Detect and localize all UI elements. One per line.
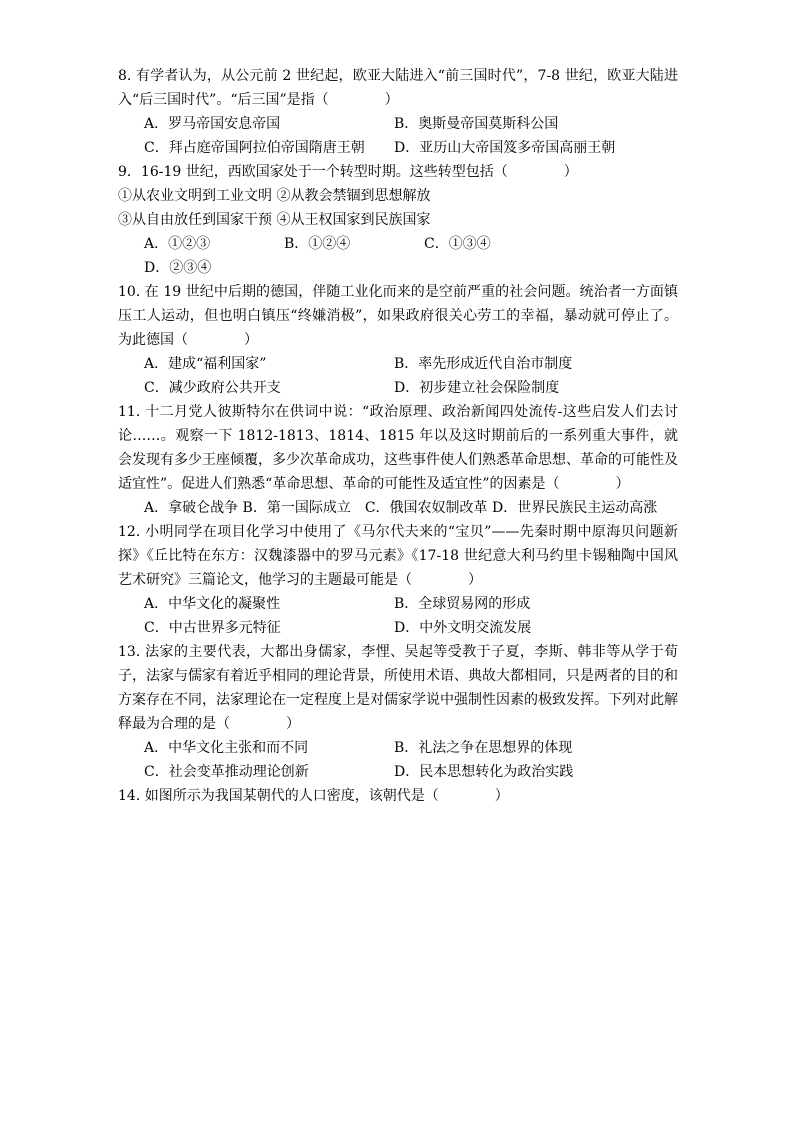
option-c[interactable]: C．中古世界多元特征 [144, 620, 281, 636]
option-c[interactable]: C．①③④ [424, 236, 491, 252]
option-b[interactable]: B．礼法之争在思想界的体现 [394, 740, 573, 756]
option-c[interactable]: C．拜占庭帝国阿拉伯帝国隋唐王朝 [144, 140, 365, 156]
option-a[interactable]: A．中华文化的凝聚性 [144, 596, 281, 612]
options [118, 736, 678, 784]
option-b[interactable]: B．奥斯曼帝国莫斯科公国 [394, 116, 559, 132]
statement-line: ③从自由放任到国家干预 ④从王权国家到民族国家 [118, 212, 431, 228]
option-a[interactable]: A．①②③ [144, 236, 211, 252]
option-d[interactable]: D．亚历山大帝国笈多帝国高丽王朝 [394, 140, 616, 156]
question-stem: 13. 法家的主要代表，大都出身儒家，李悝、吴起等受教于子夏，李斯、韩非等从学于荀子，法家与儒家有着近乎相同的理论背景，所使用术语、典故大都相同，只是两者的目的和方案存在不同，法家理论在一定程度上是对儒家学说中强制性因素的极致发挥。下列对此解释最为合理的是（ ） [118, 644, 678, 732]
exam-page [118, 64, 678, 808]
option-b[interactable]: B．率先形成近代自治市制度 [394, 356, 573, 372]
question-13 [118, 640, 678, 784]
question-stem: 12. 小明同学在项目化学习中使用了《马尔代夫来的“宝贝”——先秦时期中原海贝问题新探》《丘比特在东方：汉魏漆器中的罗马元素》《17-18 世纪意大利马约里卡锡釉陶中国风艺术研究》三篇论文，他学习的主题最可能是（ ） [118, 524, 678, 588]
option-c[interactable]: C．社会变革推动理论创新 [144, 764, 309, 780]
question-12 [118, 520, 678, 640]
question-stem: 10. 在 19 世纪中后期的德国，伴随工业化而来的是空前严重的社会问题。统治者一方面镇压工人运动，但也明白镇压“终嫌消极”，如果政府很关心劳工的幸福，暴动就可停止了。为此德国（ ） [118, 284, 678, 348]
options [118, 352, 678, 400]
option-a[interactable]: A．罗马帝国安息帝国 [144, 116, 281, 132]
question-stem: 8. 有学者认为，从公元前 2 世纪起，欧亚大陆进入“前三国时代”，7-8 世纪，欧亚大陆进入“后三国时代”。“后三国”是指（ ） [118, 68, 678, 108]
question-10 [118, 280, 678, 400]
option-b[interactable]: B．①②④ [284, 236, 351, 252]
options [118, 112, 678, 160]
option-b[interactable]: B．全球贸易网的形成 [394, 596, 531, 612]
question-8 [118, 64, 678, 160]
option-c[interactable]: C．减少政府公共开支 [144, 380, 281, 396]
question-stem: 14. 如图所示为我国某朝代的人口密度，该朝代是（ ） [118, 788, 509, 804]
question-stem: 9．16-19 世纪，西欧国家处于一个转型时期。这些转型包括（ ） [118, 164, 578, 180]
option-d[interactable]: D．②③④ [144, 260, 212, 276]
question-stem: 11. 十二月党人彼斯特尔在供词中说：“政治原理、政治新闻四处流传-这些启发人们去讨论……。观察一下 1812-1813、1814、1815 年以及这时期前后的一系列重大事件，就会发现有多少王座倾覆，多少次革命成功，这些事件使人们熟悉革命思想、革命的可能性及适宜性”。促进人们熟悉“革命思想、革命的可能性及适宜性”的因素是（ ） [118, 404, 678, 492]
option-d[interactable]: D．初步建立社会保险制度 [394, 380, 560, 396]
question-9 [118, 160, 678, 280]
options [118, 232, 678, 280]
question-14 [118, 784, 678, 808]
options-inline[interactable]: A．拿破仑战争 B．第一国际成立 C．俄国农奴制改革 D．世界民族民主运动高涨 [144, 500, 658, 516]
option-d[interactable]: D．民本思想转化为政治实践 [394, 764, 574, 780]
statement-line: ①从农业文明到工业文明 ②从教会禁锢到思想解放 [118, 188, 431, 204]
option-a[interactable]: A．中华文化主张和而不同 [144, 740, 309, 756]
option-d[interactable]: D．中外文明交流发展 [394, 620, 532, 636]
options [118, 592, 678, 640]
option-a[interactable]: A．建成“福利国家” [144, 356, 267, 372]
question-11 [118, 400, 678, 520]
